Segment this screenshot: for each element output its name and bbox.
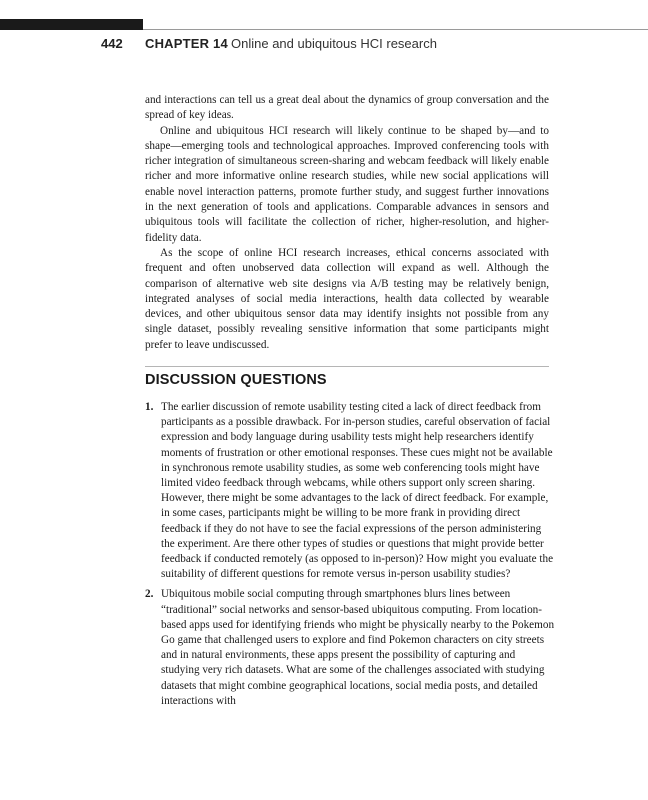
header-bar	[0, 19, 143, 30]
header-rule	[143, 29, 648, 30]
question-text: The earlier discussion of remote usability testing cited a lack of direct feedback from participants as a possible drawback. For in-person studies, careful observation of facial expression and body language during usability tests might help researchers identify moments of frustration or other emotional responses. These cues might not be available in synchronous remote usability studies, as some web conferencing tools might have limited video feedback through webcams, while others support only screen sharing. However, there might be some advantages to the lack of direct feedback. For example, in some cases, participants might be willing to be more frank in providing direct feedback if they do not have to see the facial expressions of the person administering the experiment. Are there other types of studies or questions that might provide better feedback if conducted remotely (as opposed to in-person)? How might you evaluate the suitability of different questions for remote versus in-person usability studies?	[161, 401, 554, 581]
question-number: 2.	[145, 588, 154, 601]
paragraph-continued: and interactions can tell us a great deal about the dynamics of group conversation and the spread of key ideas.	[145, 94, 549, 122]
chapter-title: Online and ubiquitous HCI research	[231, 36, 437, 51]
list-item	[145, 587, 555, 709]
question-number: 1.	[145, 401, 154, 413]
list-item	[145, 400, 555, 582]
section-heading: DISCUSSION QUESTIONS	[145, 372, 327, 388]
body-text	[145, 93, 549, 353]
discussion-questions-list	[145, 400, 555, 714]
chapter-label: CHAPTER 14	[145, 36, 228, 51]
running-head	[0, 36, 648, 54]
paragraph-ethics: As the scope of online HCI research increases, ethical concerns associated with frequent and often unobserved data collection will expand as well. Although the comparison of alternative web site designs via A/B testing may be relatively benign, integrated analyses of social media interactions, health data collected by wearable devices, and other ubiquitous sensor data may identify insights not possible from any single dataset, possibly revealing sensitive information that some participants might prefer to leave undiscussed.	[145, 246, 549, 351]
question-text: Ubiquitous mobile social computing through smartphones blurs lines between “traditional” social networks and sensor-based ubiquitous computing. From location-based apps used for identifying friends who might be physically nearby to the Pokemon Go game that challenged users to explore and find Pokemon characters on city streets and in natural environments, these apps present the possibility of capturing and studying very rich datasets. What are some of the challenges associated with studying datasets that might combine geographical locations, social media posts, and detailed interactions with	[161, 588, 555, 707]
paragraph-tools: Online and ubiquitous HCI research will likely continue to be shaped by—and to shape—emerging tools and technological approaches. Improved conferencing tools with richer integration of simultaneous screen-sharing and webcam feedback will likely enable richer and more informative online research studies, while new social applications will enable novel interaction patterns, promote further study, and suggest further innovations in the next generation of tools and applications. Comparable advances in sensors and ubiquitous tools will facilitate the collection of richer, higher-resolution, and higher-fidelity data.	[145, 124, 549, 244]
section-rule	[145, 366, 549, 367]
page-number: 442	[101, 36, 123, 51]
